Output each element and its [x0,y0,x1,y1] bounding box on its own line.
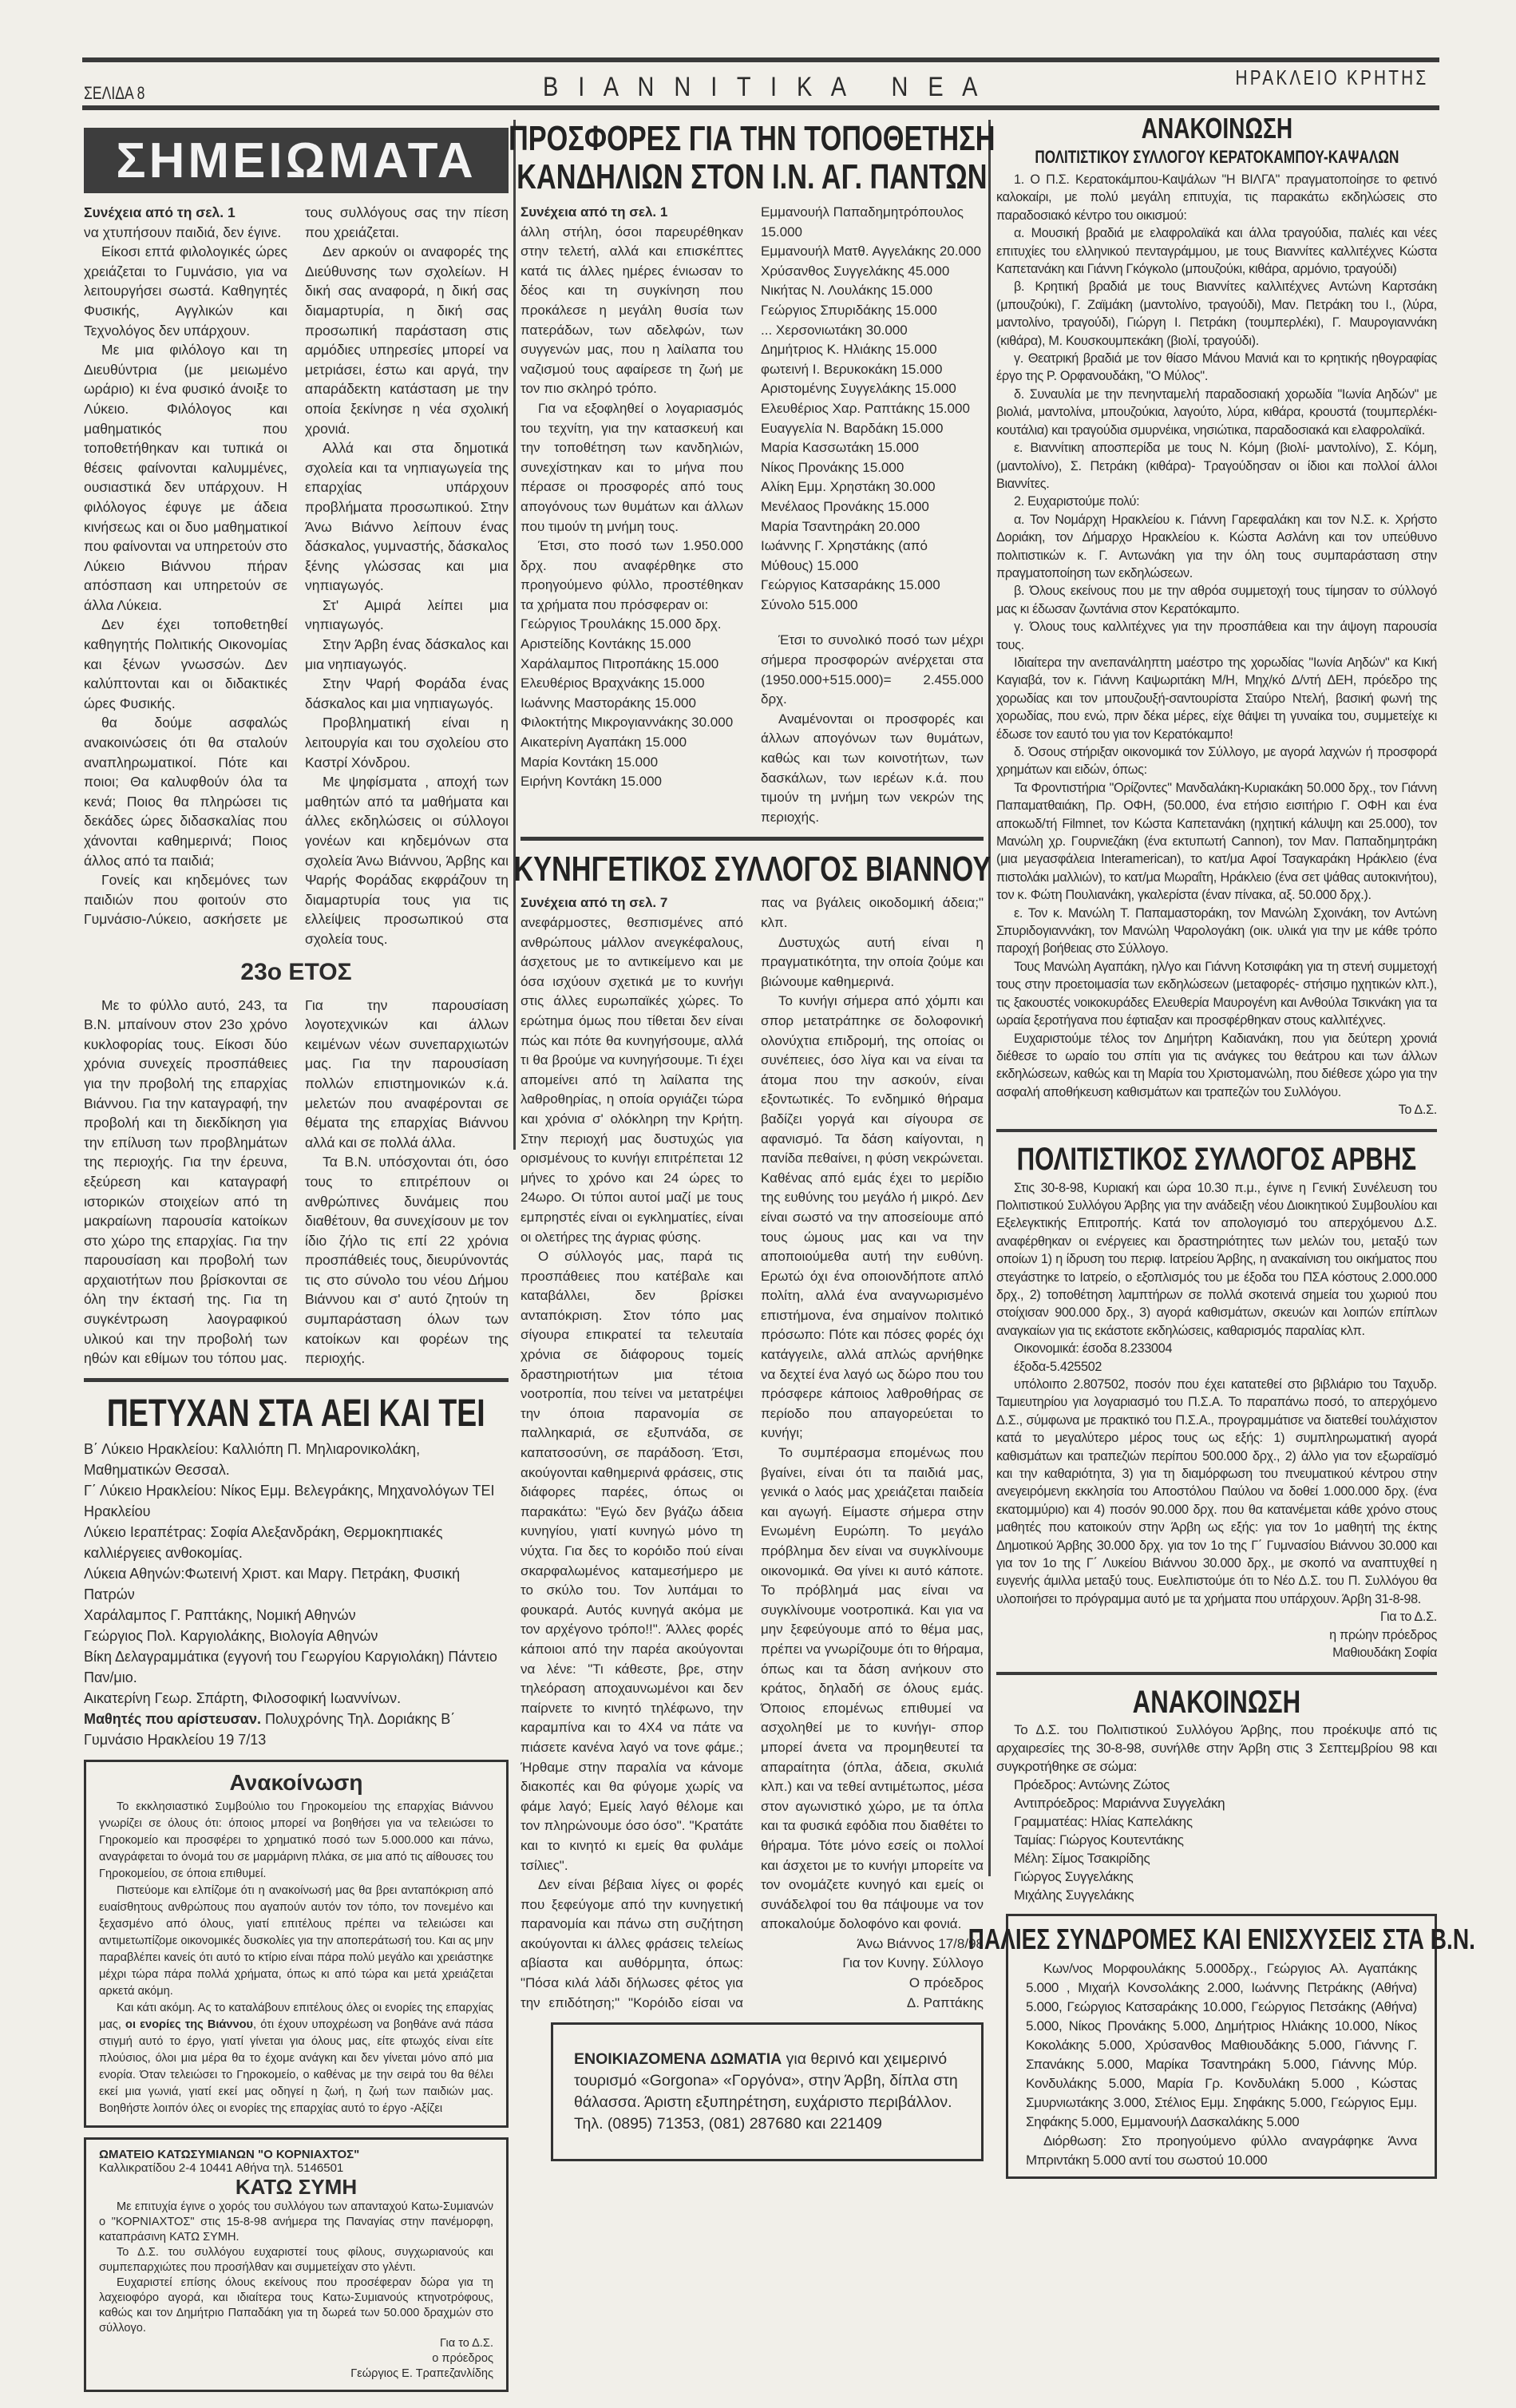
paragraph: Με ψηφίσματα , αποχή των μαθητών από τα μαθήματα και άλλες εκδηλώσεις οι σύλλογοι γονέων και κηδεμόνων στα σχολεία Άνω Βιάννου, Άρβης και Ψαρής Φοράδας εκφράζουν τη διαμαρτυρία τους για τις ελλείψεις προσωπικού στα σχολεία τους. [305,774,509,947]
ad-text [574,2049,960,2113]
financial-expenses: έξοδα-5.425502 [1014,1359,1102,1374]
paragraph: ανεφάρμοστες, θεσπισμένες από ανθρώπους μάλλον ανεγκέφαλους, άσχετους με το αντικείμενο και με όσα ισχύουν σχετικά με το κυνήγι στις άλλες ευρωπαϊκές χώρες. Το ερώτημα όμως που τίθεται δεν είναι πώς και πότε θα κυνηγήσουμε, αλλά τι θα βρούμε να κυνηγήσουμε. Τι έχει απομείνει από τη λαίλαπα της λαθροθηρίας, η οποία οργιάζει τώρα και χρόνια σ' ολόκληρη την Κρήτη. Στην περιοχή μας δυστυχώς για ορισμένους το κυνήγι επιτρέπεται 12 μήνες το χρόνο και 24 ώρες το 24ωρο. Οι τύποι αυτοί μαζί με τους εμπρηστές είναι οι εγκληματίες, είναι οι ολετήρες της άγριας φύσης. [521,915,743,1245]
board-member: Πρόεδρος: Αντώνης Ζώτος [1014,1776,1170,1792]
donor-entry: Αριστομένης Συγγελάκης 15.000 [761,381,956,397]
offers-body [521,203,984,827]
paragraph: α. Τον Νομάρχη Ηρακλείου κ. Γιάννη Γαρεφαλάκη και τον Ν.Σ. κ. Χρήστο Δοριάκη, τον Δήμαρχο Ηρακλείου κ. Κώστα Ασλάνη και τον υπεύθυνο πολιτιστικών κ. Γ. Αντωνάκη για την όλη τους συμπαράσταση στην πραγματοποίηση των εκδηλώσεων. [996,512,1437,580]
subscriptions-body [1026,1959,1417,2170]
paragraph: Δεν είναι βέβαια λίγες οι φορές που ξεφεύγομε από την κυνηγετική παρανομία και πάνω στη συζήτηση ακούγονται κι άλλες φράσεις τελείως αβίαστα και αυθόρμητα, όπως: "Πόσα κιλά λάδι δήλωσες φέτος για την επιδότηση;" "Κορόιδο είσαι να πας να βγάλεις οικοδομική άδεια;" κλπ. [521,895,984,2010]
subscriptions-box [968,1914,1475,2179]
kato-symi-body [99,2200,493,2382]
paragraph: Στ' Αμιρά λείπει μια νηπιαγωγός. [305,596,509,633]
hunting-title-row [513,850,991,889]
donor-entry: Ελευθέριος Βραχνάκης 15.000 [521,675,705,691]
column-right [968,112,1475,2179]
list-item [84,1709,509,1750]
keratokampos-subtitle: ΠΟΛΙΤΙΣΤΙΚΟΥ ΣΥΛΛΟΓΟΥ ΚΕΡΑΤΟΚΑΜΠΟΥ-ΚΑΨΑΛΩΝ [1034,147,1399,167]
paragraph: Δεν έχει τοποθετηθεί καθηγητής Πολιτικής Οικονομίας και ξένων γνωσσών. Δεν καλύπτονται και οι διδακτικές ώρες Φυσικής. [84,616,287,711]
hunting-section [513,850,991,2013]
signature: ο πρόεδρος [432,2351,493,2365]
donor-entry: Μενέλαος Προνάκης 15.000 [761,498,929,514]
paragraph: Είκοσι επτά φιλολογικές ώρες χρειάζεται το Γυμνάσιο, για να λειτουργήσει σωστά. Καθηγητές Φυσικής, Αγγλικών και Τεχνολόγος δεν υπάρχουν. [84,244,287,339]
donor-entry: Μαρία Κασσωτάκη 15.000 [761,440,919,456]
paragraph: Πιστεύομε και ελπίζομε ότι η ανακοίνωσή μας θα βρει ανταπόκριση από ευαίσθητους ανθρώπους που αγαπούν αυτόν τον τόπο, τον πονεμένο και ξεχασμένο από όλους, γιατί επιτέλους πρέπει να τελειώσει και αντιμετωπίζομε οικονομικές δυσκολίες για την αποπεράτωσή του. Και ας μην παραβλέπει κανείς ότι αυτό το κτίριο είναι πάρα πολύ μεγάλο και χρειάστηκε μέχρι τώρα πάρα πολλά χρήματα, όπως κι από τώρα και μετά χρειάζεται αρκετά ακόμη. [99,1883,493,1998]
column-middle [509,119,995,2161]
donor-entry: Μαρία Κοντάκη 15.000 [521,754,659,770]
excel-label: Μαθητές που αρίστευσαν. [84,1710,262,1727]
paragraph: Ο σύλλογός μας, παρά τις προσπάθειες που κατέβαλε και καταβάλλει, δεν βρίσκει ανταπόκριση. Στον τόπο μας σίγουρα επικρατεί τα τελευταία χρόνια σε διάφορους τομείς δραστηριοτήτων μια τέτοια νοοτροπία, που τείνει να μετατρέψει την όποια παρανομία σε παλληκαριά, σε εξυπνάδα, σε καπατσοσύνη, σε παράδοση. Έτσι, ακούγονται καθημερινά φράσεις, στις διάφορες παρέες, όπως οι παρακάτω: "Εγώ δεν βγάζω άδεια κυνηγίου, γιατί κυνηγώ μόνο τη νύχτα. Για δες το κορόιδο πού είναι σκαρφαλωμένος καταμεσήμερο με το σκύλο του. Τον λυπάμαι το φουκαρά. Αυτός κυνηγά ακόμα με τον αρχέγονο τρόπο!!". Άλλες φορές κάποιοι από την παρέα ακούγονται να λένε: "Τι κάθεστε, βρε, στην τηλεόραση αποχαυνωμένοι και δεν παίρνετε το κινητό τηλέφωνο, την καραμπίνα και το 4Χ4 να πάτε να πιάσετε κανένα λαγό να τονε φάμε.; Ήρθαμε στην παραλία να κάνομε διακοπές και θα φύγομε χωρίς να φάμε λαγό; Εμείς λαγό θέλομε και τον πληρώνουμε όσο όσο". "Κρατάτε και το κινητό κι εμείς θα φυλάμε τσίλιες". [521,1249,743,1873]
arvi-board-title-row [996,1685,1437,1721]
donor-entry: Ελευθέριος Χαρ. Ραπτάκης 15.000 [761,400,970,416]
paragraph: δ. Όσους στήριξαν οικονομικά τον Σύλλογο, με αγορά λαχνών ή προσφορά χρημάτων και ειδών, όπως: [996,745,1437,778]
anniversary-body [84,996,509,1368]
signature: Δ. Ραπτάκης [906,1994,984,2010]
subscriptions-title-row [968,1922,1475,1956]
excel-text: Πολυχρόνης Τηλ. Δοριάκης Β΄ Γυμνάσιο Ηρακλείου 19 7/13 [84,1710,456,1748]
announcement-body [99,1799,493,2117]
section-rule [521,837,984,841]
text: , ότι έχουν υποχρέωση να βοηθάνε ανά πάσα στιγμή αυτό το έργο, γιατί γίνεται για όλους μας, είτε φτωχός είναι είτε πλούσιος, όλοι μια μέρα θα το έχομε ανάγκη και δεν γίνεται μόνο από μια ενορία. Όταν τελειώσει το Γηροκομείο, ο καθένας με την σειρά του θα θέλει εκεί μια γωνιά, γιατί εκεί μας οδηγεί η ζωή, η ζωή των παιδιών μας. Βοηθήστε λοιπόν όλες οι ενορίες της επαρχίας αυτό το έργο -Αξίζει [99,2018,493,2115]
organization-address: Καλλικρατίδου 2-4 10441 Αθήνα τηλ. 5146501 [99,2160,344,2175]
donor-entry: Αικατερίνη Αγαπάκη 15.000 [521,735,687,751]
donor-entry: Μαρία Τσαντηράκη 20.000 [761,518,920,534]
nursing-home-announcement [84,1760,509,2128]
signature: Για τον Κυνηγ. Σύλλογο [842,1955,984,1971]
signature: η πρώην πρόεδρος [1329,1627,1437,1642]
offers-title-row [517,157,988,196]
list-item: Αικατερίνη Γεωρ. Σπάρτη, Φιλοσοφική Ιωαννίνων. [84,1689,402,1706]
paragraph: Δεν αρκούν οι αναφορές της Διεύθυνσης των σχολείων. Η δική σας αναφορά, η δική σας διαμαρτυρία, η δική σας προσωπική παράσταση στις αρμόδιες υπηρεσίες μπορεί να μετριάσει, έστω και αργά, την απαράδεκτη κατάσταση με την οποία ξεκίνησε η νέα σχολική χρονιά. [305,244,509,437]
announcement-title: Ανακοίνωση [229,1769,363,1795]
paragraph: Τους Μανώλη Αγαπάκη, ηλ/γο και Γιάννη Κοτσιφάκη για τη στενή συμμετοχή τους στην προετοιμασία των εκδηλώσεων (μεταφορές- στήσιμο ηχητικών κλπ.), τις ξακουστές νοικοκυράδες Ελευθερία Μαυρογένη και Ανθούλα Τσικνάκη για τα ωραία ξεροτήγανα που έφτιαξαν και προσφέρθηκαν στους καλλιτέχνες. [996,959,1437,1028]
board-member: Γιώργος Συγγελάκης [1014,1868,1134,1884]
paragraph: θα δούμε ασφαλώς ανακοινώσεις ότι θα σταλούν αναπληρωματικοί. Πότε και ποιοι; Θα καλυφθούν όλα τα κενά; Ποιος θα πληρώσει τις δεκάδες ώρες διδασκαλίας που χάνονται καθημερινά; Ποιος άλλος από τα παιδιά; [84,715,287,869]
correction-note: Διόρθωση: Στο προηγούμενο φύλλο αναγράφηκε Άννα Μπριντάκη 5.000 αντί του σωστού 10.000 [1026,2133,1417,2168]
notes-body [84,203,509,949]
offers-section [509,119,995,827]
continuation-note: Συνέχεια από τη σελ. 7 [521,895,668,911]
anniversary-section [84,959,509,1368]
donor-entry: Νίκος Προνάκης 15.000 [761,459,904,475]
paragraph: Στις 30-8-98, Κυριακή και ώρα 10.30 π.μ., έγινε η Γενική Συνέλευση του Πολιτιστικού Συλλόγου Άρβης για την ανάδειξη νέου Διοικητικού Συμβουλίου και Εξελεγκτικής Επιτροπής. Κατά τον απολογισμό του απερχόμενου Δ.Σ. αναφέρθηκαν οι ενέργειες και δραστηριότητες των μελών του, μεταξύ των οποίων 1) η ίδρυση του περιφ. Ιατρείου Άρβης, η ανακαίνιση του οικήματος που στεγάστηκε το Ιατρείο, ο εξοπλισμός του με έξοδα του ΠΣΑ κόστους 2.000.000 δρχ., 2) τοποθέτηση λαμπτήρων σε πολλά σκοτεινά σημεία του χωριού που στοίχισαν 900.000 δρχ., 3) αγορά καθισμάτων, σκευών και λοιπών επίπλων αναγκαίων για τις εκάστοτε εκδηλώσεις, καθαρισμός παραλίας κλπ. [996,1180,1437,1338]
column-left [84,128,509,2392]
keratokampos-body [996,171,1437,1119]
paragraph: Με το φύλλο αυτό, 243, τα Β.Ν. μπαίνουν στον 23ο χρόνο κυκλοφορίας τους. Είκοσι δύο χρόνια συνεχείς προσπάθειες για την προβολή της επαρχίας Βιάννου. Για την καταγραφή, την προβολή και τη διεκδίκηση για την επίλυση των προβλημάτων της περιοχής. Για την έρευνα, εξεύρεση και καταγραφή ιστορικών στοιχείων από τη μακραίωνη παρουσία κατοίκων στο χώρο της επαρχίας. Για την παρουσίαση και προβολή των αρχαιοτήτων που βρίσκονται σε όλη την έκτασή της. Για τη συγκέντρωση λαογραφικού υλικού και την προβολή των ηθών και εθίμων του τόπου μας. Για την παρουσίαση λογοτεχνικών και άλλων κειμένων νέων συνεπαρχιωτών μας. Για την παρουσίαση πολλών επιστημονικών κ.ά. μελετών που αναφέρονται σε θέματα της επαρχίας Βιάννου αλλά και σε πολλά άλλα. [84,996,509,1367]
donor-entry: Γεώργιος Σπυριδάκης 15.000 [761,302,937,318]
column-divider [513,120,516,1150]
donor-entry: ... Χερσονιωτάκη 30.000 [761,322,908,338]
donor-entry: Αλίκη Εμμ. Χρηστάκη 30.000 [761,479,936,495]
paragraph: Κων/νος Μορφουλάκης 5.000δρχ., Γεώργιος Αλ. Αγαπάκης 5.000 , Μιχαήλ Κονσολάκης 2.000, Ιωάννης Πετράκης (Αθήνα) 5.000, Γεώργιος Κατσαράκης 10.000, Γεώργιος Πετσάκης (Αθήνα) 5.000, Νίκος Προνάκης 5.000, Δημήτριος Ηλιάκης 10.000, Νίκος Κοκολάκης 5.000, Χρύσανθος Μαθιουδάκης 5.000, Γιάννης Γ. Σπανάκης 5.000, Μαρίκα Τσαντηράκη 5.000, Γιάννης Μύρ. Κονδυλάκης 5.000, Μαρία Γρ. Κονδυλάκη 5.000 , Κώστας Σμυρνιωτάκης 3.000, Στέλιος Εμμ. Σηφάκης 5.000, Γεώργιος Εμμ. Σηφάκης 5.000, Εμμανουήλ Δασκαλάκης 5.000 [1026,1960,1417,2129]
paragraph [99,2000,493,2117]
arvi-title-row [996,1142,1437,1178]
ad-phone: Τηλ. (0895) 71353, (081) 287680 και 221409 [574,2115,882,2133]
paragraph: Το συμπέρασμα επομένως που βγαίνει, είναι ότι τα παιδιά μας, γενικά ο λαός μας χρειάζεται παιδεία και αγωγή. Είμαστε σήμερα στην Ενωμένη Ευρώπη. Το μεγάλο πρόβλημα δεν είναι να συγκλίνουμε οικονομικά. Θα γίνει κι αυτό κάποτε. Το πρόβλημά μας είναι να συγκλίνουμε νοοτροπικά. Και για να μην ξεφεύγουμε από το θέμα μας, πρέπει να γνωρίζουμε ότι το θήραμα, όπως και τα δάση ανήκουν στο κράτος, δηλαδή σε όλους εμάς. Όποιος επομένως επιθυμεί να ασχοληθεί με το κυνήγι- σπορ μπορεί άνετα να προμηθευτεί τα απαραίτητα (όπλα, άδεια, σκυλιά κλπ.) και να τεθεί αντιμέτωπος, μέσα στον αγωνιστικό χώρο, με τα όπλα και τα φυσικά εφόδια που διαθέτει το θήραμα. Τότε μόνο εσείς οι πολλοί και άσχετοι με το κυνήγι μπορείτε να τον ονομάζετε κυνηγό και εμείς οι συνάδελφοί του θα πάψουμε να τον αποκαλούμε δολοφόνο και φονιά. [761,1445,984,1932]
financial-income: Οικονομικά: έσοδα 8.233004 [1014,1341,1173,1356]
paragraph: Τα Φροντιστήρια "Ορίζοντες" Μανδαλάκη-Κυριακάκη 50.000 δρχ., τον Γιάννη Παπαματθαιάκη, Πρ. ΟΦΗ, (50.000, ένα ετήσιο εισιτήριο Γ. ΟΦΗ και ένα αποκωδ/τή Filmnet, τον Κώστα Καπετανάκη (ηχητική κάλυψη και 25.000), τον Μανώλη χρ. Γουρνιεζάκη (ένα εκτυπωτή Cannon), τον Μαν. Παπαδημητράκη (μια μεγασφάλεια Interamerican), το κατ/μα Αφοί Τσαγκαράκη Ηράκλειο (ένα πιστολάκι μαλλιών), το κατ/μα Μωραΐτη, Ηράκλειο (ένα σετ ψάθας αυτοκινήτου), τον κ. Φώτη Πουλιανάκη, γκαλερίστα (έναν πίνακα, αξ. 50.000 δρχ.). [996,780,1437,903]
paragraph: ε. Τον κ. Μανώλη Τ. Παπαμαστοράκη, τον Μανώλη Σχοινάκη, τον Αντώνη Σπυριδογιαννάκη, τον Μανώλη Ψαρολογάκη (οικ. υλικά για την με κάθε τρόπο παροχή βοήθειας στο Σύλλογο. [996,905,1437,956]
donor-entry: Ευαγγελία Ν. Βαρδάκη 15.000 [761,420,944,436]
keratokampos-subtitle-row [996,147,1437,168]
section-rule [996,1672,1437,1675]
passed-title: ΠΕΤΥΧΑΝ ΣΤΑ ΑΕΙ ΚΑΙ ΤΕΙ [107,1392,485,1435]
list-item: Χαράλαμπος Γ. Ραπτάκης, Νομική Αθηνών [84,1606,356,1623]
paragraph: Με επιτυχία έγινε ο χορός του συλλόγου των απανταχού Κατω-Συμιανών ο "ΚΟΡΝΙΑΧΤΟΣ" στις 15-8-98 ανήμερα της Παναγίας στην πανέμορφη, καταπράσινη ΚΑΤΩ ΣΥΜΗ. [99,2200,493,2244]
signature: Για το Δ.Σ. [1380,1610,1437,1625]
paragraph: υπόλοιπο 2.807502, ποσόν που έχει κατατεθεί στο βιβλιάριο του Ταχυδρ. Ταμιευτηρίου για λογαριασμό του Π.Σ.Α. Το παραπάνω ποσό, το απερχόμενο Δ.Σ., σύμφωνα με πρακτικό του Π.Σ.Α., προγραμμάτισε να διατεθεί τουλάχιστον κατά το μεγαλύτερο μέρος τους ως εξής: 1) συμπληρωματική αγορά καθισμάτων και τραπεζιών περίπου 500.000 δρχ., 2) άλλο για τον εξωραϊσμό και την καθαριότητα, 3) για τη διαμόρφωση του πνευματικού κέντρου στην ανεγειρόμενη εκκλησία του Αποστόλου Παύλου να δοθεί 1.000.000 δρχ. (ένα εκατομμύριο) και 4) ποσόν 90.000 δρχ. που θα κατανέμεται κάθε χρόνο στους μαθητές που κατοικούν στην Άρβη ως εξής: για τον 1ο μαθητή της έκτης Δημοτικού Άρβης 30.000 δρχ. για τον 1ο της Γ΄ Γυμνασίου Βιάννου 30.000 και για τον 1ο της Γ΄ Λυκείου Βιάννου 30.000 δρχ., με σκοπό να αναπτυχθεί η ευγενής άμιλλα μεταξύ τους. Ευελπιστούμε ότι το Νέο Δ.Σ. του Π. Συλλόγου θα υλοποιήσει το πρόγραμμα αυτό με τα χρήματα που υπάρχουν. Άρβη 31-8-98. [996,1377,1437,1606]
donor-entry: Εμμανουήλ Ματθ. Αγγελάκης 20.000 [761,244,981,259]
passed-title-row [84,1392,509,1436]
list-item: Γ΄ Λύκειο Ηρακλείου: Νίκος Εμμ. Βελεγράκης, Μηχανολόγων ΤΕΙ Ηρακλείου [84,1482,495,1519]
offers-title-line1: ΠΡΟΣΦΟΡΕΣ ΓΙΑ ΤΗΝ ΤΟΠΟΘΕΤΗΣΗ [509,119,995,158]
donor-entry: Φιλοκτήτης Μικρογιαννάκης 30.000 [521,715,734,731]
paragraph: β. Όλους εκείνους που με την αθρόα συμμετοχή τους τίμησαν το σύλλογό μας κι έδωσαν ζωντάνια στον Κερατόκαμπο. [996,584,1437,616]
donor-entry: Ιωάννης Γ. Χρηστάκης (από Μύθους) 15.000 [761,538,928,573]
signature: Ο πρόεδρος [908,1975,984,1991]
page-number: ΣΕΛΙΔΑ 8 [84,83,145,103]
paragraph: Το εκκλησιαστικό Συμβούλιο του Γηροκομείου της επαρχίας Βιάννου γνωρίζει σε όλους ότι: όποιος μπορεί να βοηθήσει για να τελειώσει το Γηροκομείο και προσφέρει το χρηματικό ποσό των 5.000.000 και πάνω, αναγράφεται το όνομά του σε μαρμάρινη πλάκα, σε μια από τις αίθουσες του Γηροκομείου, σε όποια επιθυμεί. [99,1800,493,1880]
section-rule [84,1378,509,1382]
paragraph: Το Δ.Σ. του συλλόγου ευχαριστεί τους φίλους, συγχωριανούς και συμπεπαρχιώτες που προσήλθαν και συμμετείχαν στο γλέντι. [99,2245,493,2274]
paragraph: Προβληματική είναι η λειτουργία και του σχολείου στο Καστρί Χόνδρου. [305,715,509,770]
arvi-board-title: ΑΝΑΚΟΙΝΩΣΗ [1132,1684,1301,1720]
paragraph: Αλλά και στα δημοτικά σχολεία και τα νηπιαγωγεία της επαρχίας υπάρχουν προβλήματα προσωπικού. Στην Άνω Βιάννο λείπουν ένας δάσκαλος, γυμναστής, δάσκαλος ξένης γλώσσας και μια νηπιαγωγός. [305,440,509,594]
donor-entry: Ιωάννης Μαστοράκης 15.000 [521,695,696,711]
donor-entry: Χρύσανθος Συγγελάκης 45.000 [761,263,950,279]
donor-entry: Χαράλαμπος Πιτροπάκης 15.000 [521,655,719,671]
paragraph: Το Δ.Σ. του Πολιτιστικού Συλλόγου Άρβης, που προέκυψε από τις αρχαιρεσίες της 30-8-98, συνήλθε στην Άρβη στις 3 Σεπτεμβρίου 98 και συγκροτήθηκε σε σώμα: [996,1721,1437,1774]
list-item: Γεώργιος Πολ. Καργιολάκης, Βιολογία Αθηνών [84,1627,378,1644]
masthead-bottom-rule [82,105,1439,110]
board-member: Αντιπρόεδρος: Μαριάννα Συγγελάκη [1014,1795,1225,1811]
masthead-top-rule [82,57,1439,62]
paragraph: γ. Όλους τους καλλιτέχνες για την προσπάθεια και την άψογη παρουσία τους. [996,620,1437,652]
kato-symi-title: ΚΑΤΩ ΣΥΜΗ [235,2174,358,2199]
paragraph: Το κυνήγι σήμερα από χόμπι και σπορ μετατράπηκε σε δολοφονική ολονύχτια επιδρομή, της οποίας οι συνέπειες, όσο λίγα και να είναι τα άτομα που την ασκούν, είναι εξοντωτικές. Το ενδημικό θήραμα βαδίζει γοργά και σίγουρα σε αφανισμό. Τα δάση καίγονται, η πανίδα πεθαίνει, η φύση νεκρώνεται. Καθένας από εμάς έχει το μερίδιο της ευθύνης του μεγάλο ή μικρό. Δεν είναι σωστό να την αποσείουμε από τους ώμους μας και να την αποποιούμεθα αυτή την ευθύνη. Ερωτώ όχι ένα οποιονδήποτε απλό πολίτη, αλλά ένα αναγνωρισμένο επιστήμονα, ένα σημαίνον πολιτικό πρόσωπο: Πότε και πόσες φορές όχι κατάγγειλε, αλλά απλώς αρνήθηκε να δεχτεί ένα λαγό ως δώρο που του πρόσφερε κάποιος λαθροθήρας σε περίοδο που απαγορεύεται το κυνήγι; [761,993,984,1441]
hunting-body [521,893,984,2013]
keratokampos-title: ΑΝΑΚΟΙΝΩΣΗ [1141,112,1292,145]
donor-entry: Ειρήνη Κοντάκη 15.000 [521,774,662,790]
board-member: Μέλη: Σίμος Τσακιρίδης [1014,1850,1150,1866]
paragraph: Ιδιαίτερα την ανεπανάληπτη μαέστρο της χορωδίας "Ιωνία Αηδών" κα Κική Καγιαβά, τον κ. Γιάννη Καψωριτάκη Μ/Η, Μηχ/κό Δ/ντή ΔΕΗ, πρόεδρο της χορωδίας και τον μπουζουξή-σαντουρίστα Σταύρο Ντελή, βασική φωνή της χορωδίας, που ενώ, πριν δέκα μέρες, είχε θάψει τη γυναίκα του, συμμετείχε κι έδωσε τον εαυτό του για τον Κερατόκαμπο! [996,655,1437,742]
ad-headline: ΕΝΟΙΚΙΑΖΟΜΕΝΑ ΔΩΜΑΤΙΑ [574,2050,782,2069]
arvi-board-section [996,1685,1437,1904]
keratokampos-section [996,112,1437,1119]
notes-section [84,128,509,949]
paragraph: Στην Άρβη ένας δάσκαλος και μια νηπιαγωγός. [305,636,509,672]
paragraph: Στην Ψαρή Φοράδα ένας δάσκαλος και μια νηπιαγωγός. [305,675,509,711]
list-item: Λύκεια Αθηνών:Φωτεινή Χριστ. και Μαργ. Πετράκη, Φυσική Πατρών [84,1565,461,1602]
paragraph: Ευχαριστεί επίσης όλους εκείνους που προσέφεραν δώρα για τη λαχειοφόρο αγορά, και ιδιαίτερα τους Κατω-Συμιανούς κτηνοτρόφους, καθώς και τον Δημήτριο Παπαδάκη για τη δωρεά των 50.000 δραχμών στο σύλλογο. [99,2275,493,2335]
paragraph: Για να εξοφληθεί ο λογαριασμός του τεχνίτη, για την κατασκευή και την τοποθέτηση των κανδηλιών, συνεχίστηκαν και το μήνα που πέρασε οι προσφορές από τους απογόνους των θυμάτων και άλλων που τιμούν τη μνήμη τους. [521,400,743,534]
text: Και κάτι ακόμη. Ας το καταλάβουν επιτέλους όλες οι ενορίες της επαρχίας μας, [99,2001,493,2031]
arvi-board-body [996,1721,1437,1904]
continuation-note: Συνέχεια από τη σελ. 1 [84,204,236,220]
passed-section [84,1392,509,1750]
donor-entry: Σύνολο 515.000 [761,596,858,612]
hunting-title: ΚΥΝΗΓΕΤΙΚΟΣ ΣΥΛΛΟΓΟΣ ΒΙΑΝΝΟΥ [513,850,991,889]
paragraph: β. Κρητική βραδιά με τους Βιαννίτες καλλιτέχνες Αντώνη Καρτσάκη (μπουζούκι), Γ. Ζαϊμάκη (μαντολίνο, τραγούδι), Μαν. Πετράκη του Ι., (λύρα, μαντολίνο, τραγούδι), Γιώργη Ι. Πετράκη (τουμπερλέκι), Γ. Μαυρογιαννάκη (κιθάρα), Μ. Κουσκουμπεκάκη (βιολί, τραγούδι). [996,279,1437,348]
paragraph: γ. Θεατρική βραδιά με τον θίασο Μάνου Μανιά και το κρητικής ηθογραφίας έργο της Ρ. Ορφανουδάκη, "Ο Μύλος". [996,351,1437,384]
paragraph: Γονείς και κηδεμόνες των παιδιών που φοιτούν στο Γυμνάσιο-Λύκειο, ασκήσετε με τους συλλόγους σας την πίεση που χρειάζεται. [84,204,509,928]
list-item: Λύκειο Ιεραπέτρας: Σοφία Αλεξανδράκη, Θερμοκηπιακές καλλιέργειες ανθοκομίας. [84,1523,443,1561]
keratokampos-title-row [996,112,1437,145]
emphasis: οι ενορίες της Βιάννου [125,2018,254,2031]
donor-entry: Αριστείδης Κοντάκης 15.000 [521,636,691,652]
board-member: Γραμματέας: Ηλίας Καπελάκης [1014,1813,1193,1829]
paragraph: δ. Συναυλία με την πενηνταμελή παραδοσιακή χορωδία "Ιωνία Αηδών" με βιολιά, μαντολίνα, μπουζούκια, λαγούτο, λύρα, κιθάρα, κρουστά (τουμπερλέκι- κουτάλια) και τραγούδια σμυρνέικα, νησιώτικα, παραδοσιακά και ελαφρολαϊκά. [996,386,1437,438]
arvi-section [996,1142,1437,1662]
signature: Μαθιουδάκη Σοφία [1332,1646,1437,1661]
donor-entry: Εμμανουήλ Παπαδημητρόπουλος 15.000 [761,204,964,240]
signature: Γεώργιος Ε. Τραπεζανλίδης [350,2366,493,2380]
paragraph: Έτσι το συνολικό ποσό των μέχρι σήμερα προσφορών ανέρχεται στα (1950.000+515.000)= 2.455.000 δρχ. [761,632,984,707]
donor-entry: Γεώργιος Κατσαράκης 15.000 [761,577,940,593]
paragraph: Τα Β.Ν. υπόσχονται ότι, όσο τους το επιτρέπουν οι ανθρώπινες δυνάμεις που διαθέτουν, θα συνεχίσουν με τον ίδιο ζήλο τις επί 22 χρόνια προσπάθειές τους, διευρύνοντάς τις στο σύνολο του νέου Δήμου Βιάννου και σ' αυτό ζητούν τη συμπαράσταση όλων των κατοίκων και φορέων της περιοχής. [305,1154,509,1367]
donor-entry: Δημήτριος Κ. Ηλιάκης 15.000 [761,342,937,358]
paragraph: να χτυπήσουν παιδιά, δεν έγινε. [84,224,282,240]
board-member: Ταμίας: Γιώργος Κουτεντάκης [1014,1832,1184,1848]
location-label: ΗΡΑΚΛΕΙΟ ΚΡΗΤΗΣ [1235,65,1428,89]
paragraph: ε. Βιαννίτικη αποσπερίδα με τους Ν. Κόμη (βιολί- μαντολίνο), Σ. Κόμη, (μαντολίνο), Σ. Πετράκη (κιθάρα)- Τραγούδησαν οι ίδιοι και πολλοί άλλοι Βιαννίτες. [996,441,1437,491]
subscriptions-title: ΠΑΛΙΕΣ ΣΥΝΔΡΟΜΕΣ ΚΑΙ ΕΝΙΣΧΥΣΕΙΣ ΣΤΑ Β.Ν. [968,1922,1475,1955]
passed-list [84,1439,509,1750]
arvi-title: ΠΟΛΙΤΙΣΤΙΚΟΣ ΣΥΛΛΟΓΟΣ ΑΡΒΗΣ [1016,1141,1417,1177]
anniversary-title: 23ο ΕΤΟΣ [240,958,352,985]
signature: Για το Δ.Σ. [440,2336,493,2350]
paragraph: Έτσι, στο ποσό των 1.950.000 δρχ. που αναφέρθηκε στο προηγούμενο φύλλο, προστέθηκαν τα χρήματα που πρόσφεραν οι: [521,538,743,612]
paragraph: Ευχαριστούμε τέλος τον Δημήτρη Καδιανάκη, που για δεύτερη χρονιά διέθεσε το ωραίο του σπίτι για τις ανάγκες του θεάτρου και των άλλων εκδηλώσεων, καθώς και τη Μαρία του Χριστομανώλη, που διέθεσε χώρο για την ασφαλή αποθήκευση καθισμάτων και τραπεζών του Συλλόγου. [996,1031,1437,1099]
donor-entry: φωτεινή Ι. Βερυκοκάκη 15.000 [761,361,943,377]
list-item: Β΄ Λύκειο Ηρακλείου: Καλλιόπη Π. Μηλιαρονικολάκη, Μαθηματικών Θεσσαλ. [84,1440,421,1478]
paragraph: άλλη στήλη, όσοι παρευρέθηκαν στην τελετή, αλλά και επισκέπτες κατά τις άλλες ημέρες ένιωσαν το δέος και τη συγκίνηση που προκάλεσε η μεγάλη θυσία των πατεράδων, των αδελφών, των συγγενών μας, που η λαίλαπα του ναζισμού τους αφαίρεσε τη ζωή με τον πιο σκληρό τρόπο. [521,224,743,397]
notes-title: ΣΗΜΕΙΩΜΑΤΑ [116,133,477,188]
board-member: Μιχάλης Συγγελάκης [1014,1887,1134,1903]
offers-title-row [509,119,995,158]
arvi-body [996,1179,1437,1662]
paragraph: 2. Ευχαριστούμε πολύ: [1014,494,1140,509]
notes-title-banner [84,128,509,193]
offers-title-line2: ΚΑΝΔΗΛΙΩΝ ΣΤΟΝ Ι.Ν. ΑΓ. ΠΑΝΤΩΝ [517,157,988,196]
rooms-advertisement [551,2022,984,2161]
paragraph: Με μια φιλόλογο και τη Διευθύντρια (με μειωμένο ωράριο) κι ένα φυσικό άνοιξε το Λύκειο. Φιλόλογος και μαθηματικός που τοποθετήθηκαν και τυπικά οι θέσεις φαίνονται καλυμμένες, ουσιαστικά δεν υπάρχουν. Η φιλόλογος έφυγε με άδεια κινήσεως και οι δυο μαθηματικοί που φαίνονται να υπηρετούν στο Λύκειο Βιάννου πήραν απόσπαση και υπηρετούν σε άλλα Λύκεια. [84,342,287,613]
kato-symi-announcement [84,2137,509,2392]
signature: Άνω Βιάννος 17/8/98 [857,1935,984,1951]
list-item: Βίκη Δελαγραμμάτικα (εγγονή του Γεωργίου Καργιολάκη) Πάντειο Παν/μιο. [84,1648,497,1685]
donor-entry: Γεώργιος Τρουλάκης 15.000 δρχ. [521,616,722,632]
paragraph: 1. Ο Π.Σ. Κερατοκάμπου-Καψάλων "Η ΒΙΛΓΑ" πραγματοποίησε το φετινό καλοκαίρι, με πολύ μεγάλη επιτυχία, τις παρακάτω εκδηλώσεις στο παραδοσιακό κέντρο του οικισμού: [996,172,1437,223]
masthead-title: Β Ι Α Ν Ν Ι Τ Ι Κ Α Ν Ε Α [543,72,984,102]
signature: Το Δ.Σ. [1398,1103,1437,1118]
paragraph: α. Μουσική βραδιά με ελαφρολαϊκά και άλλα τραγούδια, παλιές και νέες επιτυχίες του ελληνικού πενταγράμμου, με τους Βιαννίτες καλλιτέχνες Κώστα Καπετανάκη και Γιάννη Γκόγκολο (μπουζούκι, κιθάρα, αρμόνιο, τραγούδι) [996,226,1437,277]
column-divider [988,120,991,1876]
section-rule [996,1129,1437,1132]
organization-name: ΩΜΑΤΕΙΟ ΚΑΤΩΣΥΜΙΑΝΩΝ "Ο ΚΟΡΝΙΑΧΤΟΣ" [99,2147,360,2161]
ad-body: για θερινό και χειμερινό τουρισμό «Gorgona» «Γοργόνα», στην Άρβη, δίπλα στη θάλασσα. Άριστη εξυπηρέτηση, ευχάριστο περιβάλλον. [574,2050,958,2112]
paragraph: Αναμένονται οι προσφορές και άλλων απογόνων των θυμάτων, καθώς και των κοινοτήτων, των δασκάλων, των ιερέων κ.ά. που τιμούν τη μνήμη των νεκρών της περιοχής. [761,711,984,825]
paragraph: Δυστυχώς αυτή είναι η πραγματικότητα, την οποία ζούμε και βιώνουμε καθημερινά. [761,934,984,989]
donor-entry: Νικήτας Ν. Λουλάκης 15.000 [761,283,933,299]
continuation-note: Συνέχεια από τη σελ. 1 [521,204,668,220]
